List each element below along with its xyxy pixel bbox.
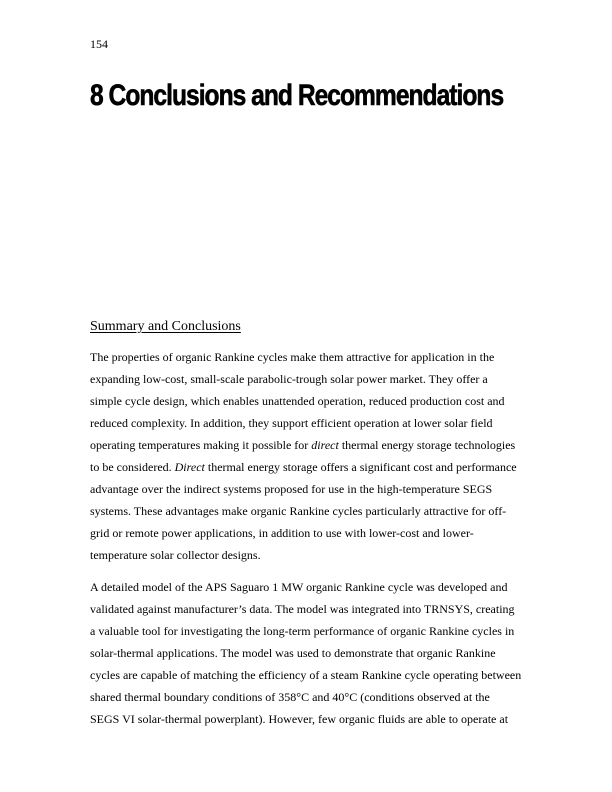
emphasis-text: direct	[311, 438, 339, 452]
text-line	[90, 708, 530, 730]
text-run: SEGS VI solar-thermal powerplant). However, few organic fluids are able to operate at	[90, 712, 509, 726]
text-run: The properties of organic Rankine cycles make them attractive for application in the	[90, 350, 495, 364]
text-run: a valuable tool for investigating the long-term performance of organic Rankine cycles in	[90, 624, 515, 638]
text-run: advantage over the indirect systems proposed for use in the high-temperature SEGS	[90, 482, 493, 496]
text-run: thermal energy storage offers a significant cost and performance	[204, 460, 517, 474]
text-line	[90, 456, 530, 478]
text-run: to be considered.	[90, 460, 175, 474]
text-line	[90, 500, 530, 522]
emphasis-text: Direct	[174, 460, 205, 474]
text-run: expanding low-cost, small-scale parabolic-trough solar power market. They offer a	[90, 372, 488, 386]
text-line	[90, 522, 530, 544]
section-heading: Summary and Conclusions	[90, 319, 241, 334]
text-run: temperature solar collector designs.	[90, 548, 261, 562]
page-number: 154	[90, 37, 108, 51]
text-run: grid or remote power applications, in addition to use with lower-cost and lower-	[90, 526, 474, 540]
text-run: systems. These advantages make organic Rankine cycles particularly attractive for off-	[90, 504, 507, 518]
text-run: operating temperatures making it possible for	[90, 438, 312, 452]
text-line	[90, 664, 530, 686]
text-line	[90, 576, 530, 598]
text-run: solar-thermal applications. The model was used to demonstrate that organic Rankine	[90, 646, 496, 660]
text-run: thermal energy storage technologies	[338, 438, 516, 452]
text-run: cycles are capable of matching the efficiency of a steam Rankine cycle operating between	[90, 668, 522, 682]
text-run: shared thermal boundary conditions of 358°C and 40°C (conditions observed at the	[90, 690, 490, 704]
text-line	[90, 544, 530, 566]
text-run: simple cycle design, which enables unattended operation, reduced production cost and	[90, 394, 505, 408]
text-line	[90, 478, 530, 500]
text-line	[90, 412, 530, 434]
text-line	[90, 346, 530, 368]
text-line	[90, 686, 530, 708]
text-run: reduced complexity. In addition, they support efficient operation at lower solar field	[90, 416, 493, 430]
text-run: validated against manufacturer’s data. The model was integrated into TRNSYS, creating	[90, 602, 515, 616]
text-line	[90, 390, 530, 412]
text-line	[90, 434, 530, 456]
text-line	[90, 642, 530, 664]
chapter-title: 8 Conclusions and Recommendations	[90, 79, 504, 112]
text-line	[90, 368, 530, 390]
text-line	[90, 620, 530, 642]
paragraph-summary-1	[90, 346, 530, 566]
text-run: A detailed model of the APS Saguaro 1 MW organic Rankine cycle was developed and	[90, 580, 508, 594]
text-line	[90, 598, 530, 620]
paragraph-summary-2	[90, 576, 530, 730]
